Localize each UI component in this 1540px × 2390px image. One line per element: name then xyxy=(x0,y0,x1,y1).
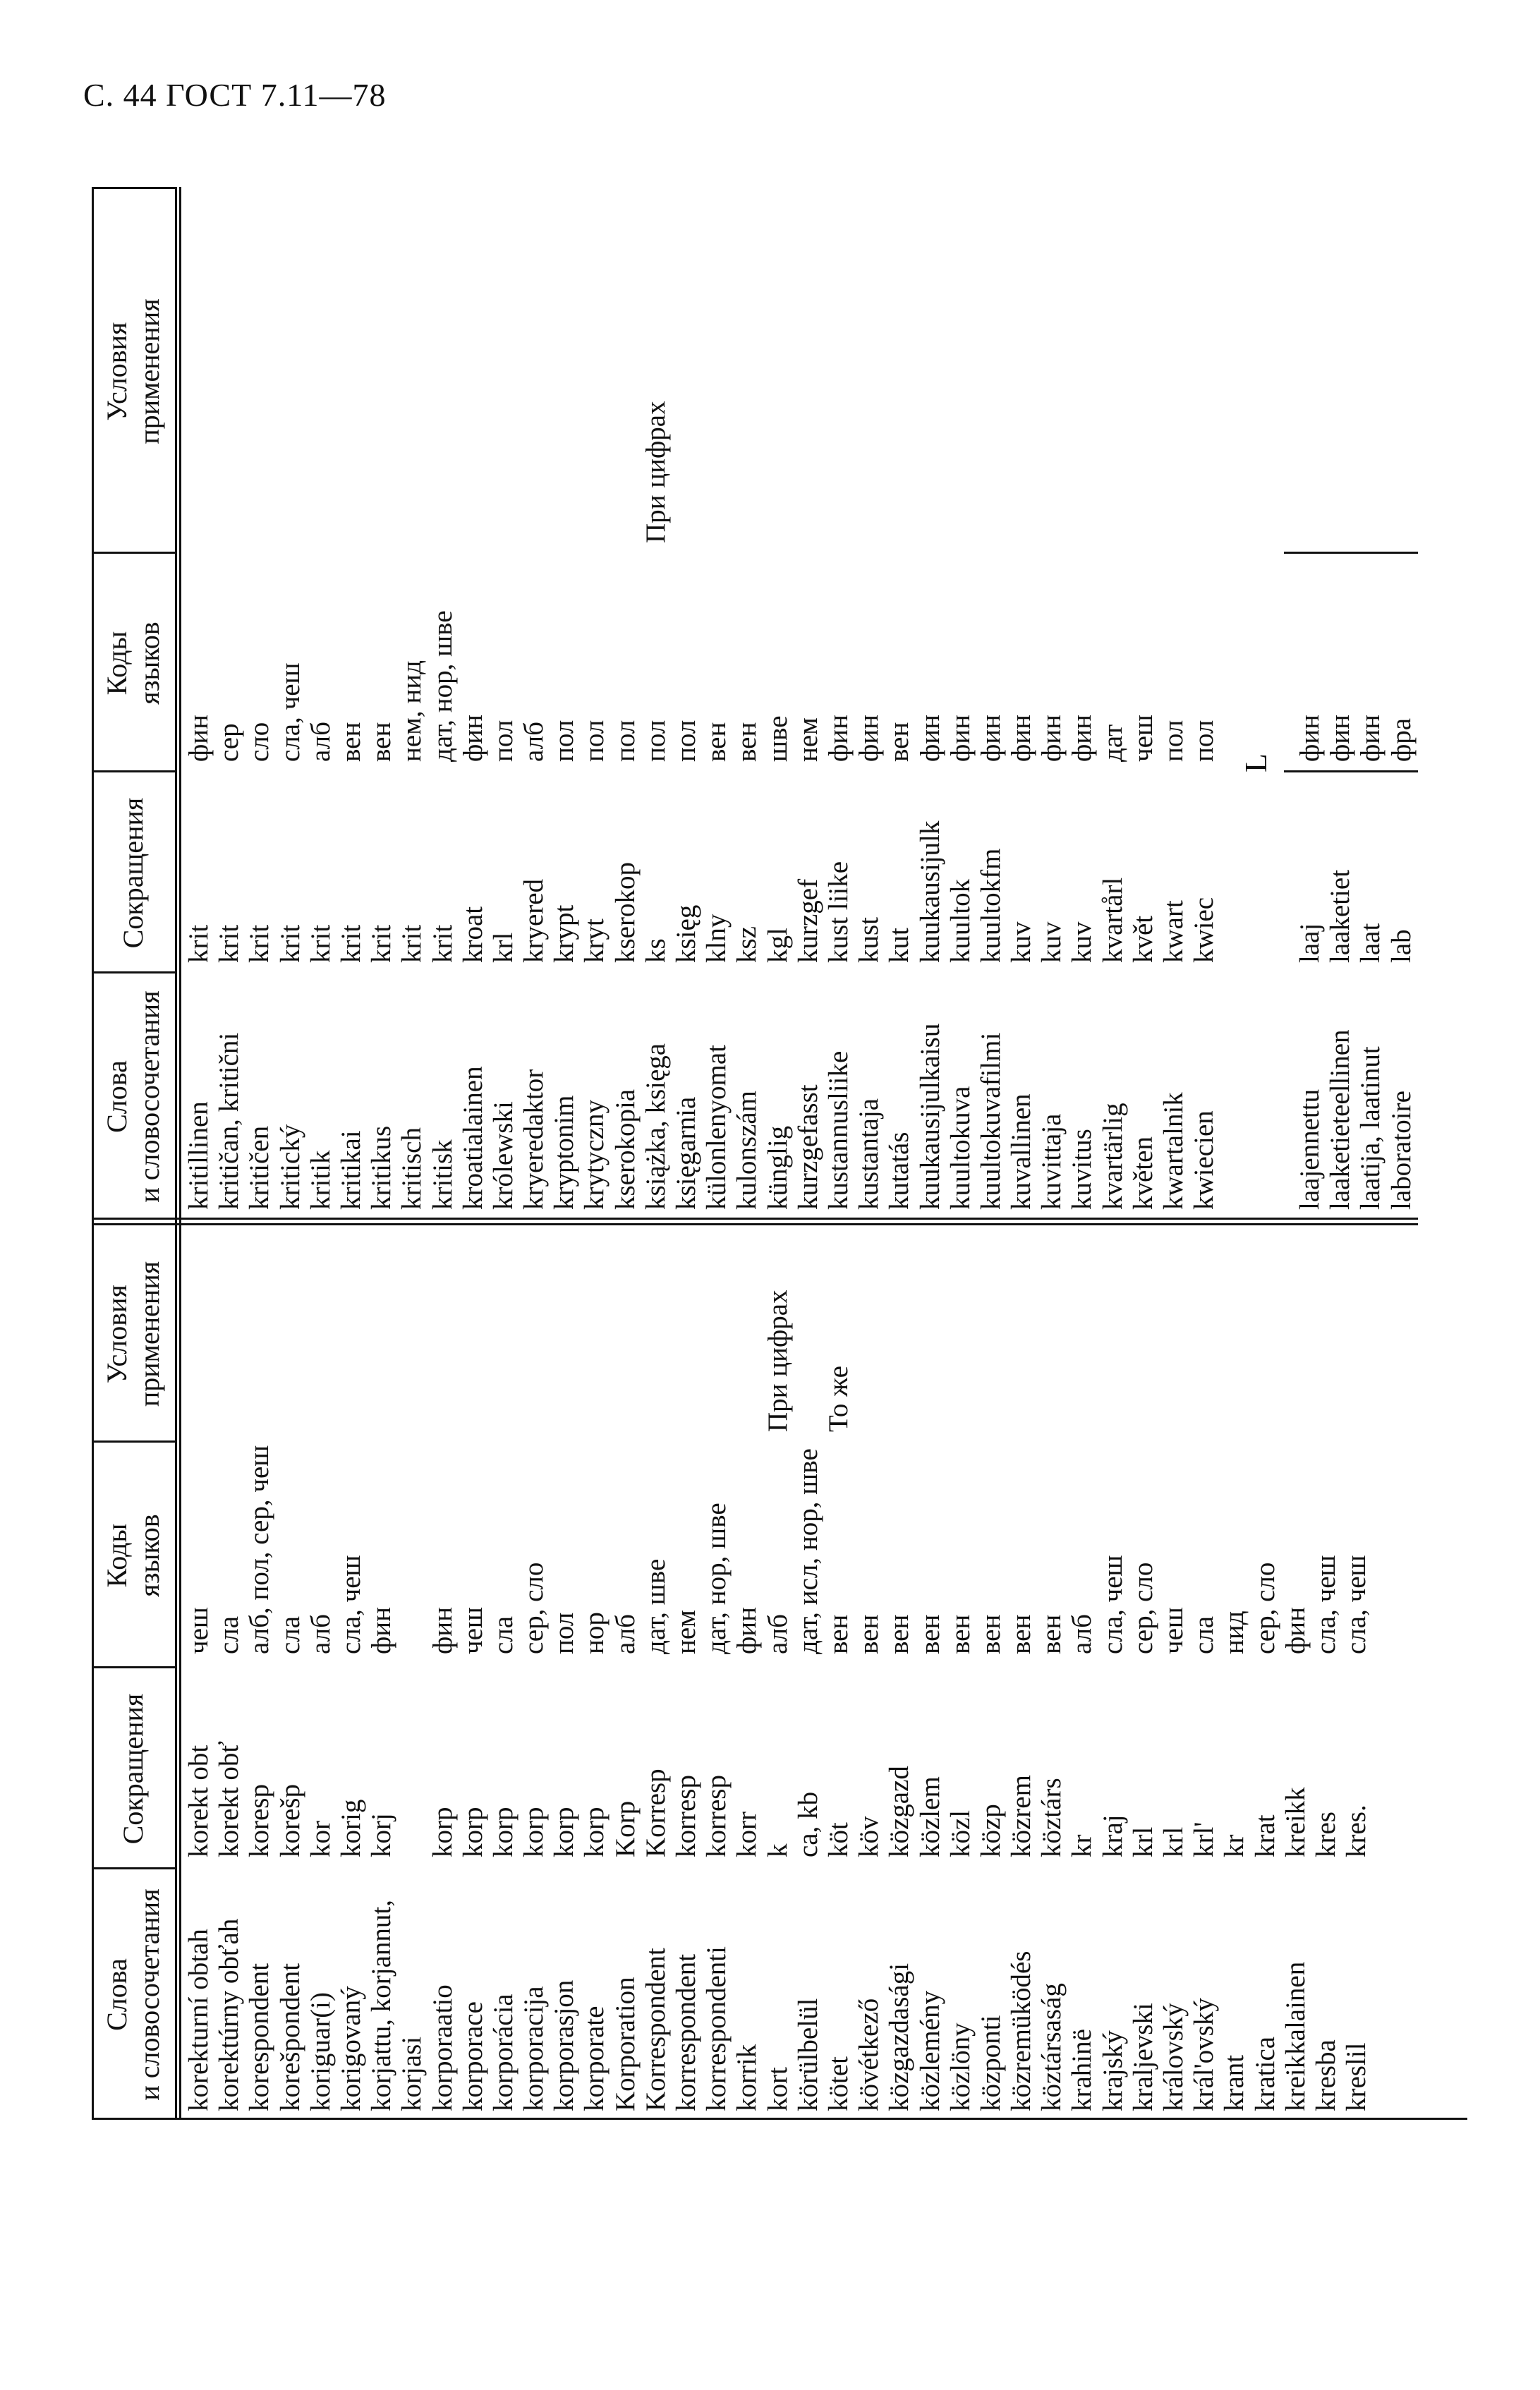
table-cell: фин xyxy=(854,714,885,762)
table-cell: közgazd xyxy=(884,1766,915,1857)
table-cell: köv xyxy=(854,1816,885,1857)
table-cell: нем xyxy=(792,717,823,762)
table-cell: kroatialainen xyxy=(457,1066,488,1210)
table-cell: kryeredaktor xyxy=(519,1069,550,1210)
table-cell: kritikai xyxy=(335,1130,366,1210)
table-cell: kuultokuvafilmi xyxy=(975,1032,1006,1210)
table-cell xyxy=(336,1290,366,1432)
table-cell: kurzgefasst xyxy=(792,1084,823,1210)
table-cell xyxy=(396,401,427,543)
table-cell xyxy=(275,401,305,543)
table-cell: вен xyxy=(823,1614,854,1654)
table-cell: фин xyxy=(1280,1606,1311,1654)
table-cell: közlemény xyxy=(914,1990,945,2111)
table-cell: kwart xyxy=(1158,900,1189,963)
table-cell: közp xyxy=(975,1804,1006,1857)
header-words-left: Слова и словосочетания xyxy=(101,1888,165,2101)
table-cell: körülbelül xyxy=(792,1998,823,2111)
table-cell xyxy=(396,1290,427,1432)
table-cell xyxy=(579,1290,610,1432)
table-cell: korporace xyxy=(457,2001,488,2111)
table-cell: kreikkalainen xyxy=(1280,1961,1311,2111)
table-cell: közl xyxy=(945,1809,976,1857)
table-cell xyxy=(549,1290,579,1432)
table-cell: krit xyxy=(274,924,305,963)
table-cell xyxy=(428,401,458,543)
table-cell: фин xyxy=(1036,714,1067,762)
table-cell: дат, нор, шве xyxy=(701,1503,732,1654)
table-cell: kritisk xyxy=(427,1139,458,1210)
right-codes-column xyxy=(183,610,1219,762)
table-cell: korr xyxy=(732,1812,763,1857)
table-cell xyxy=(244,1290,274,1432)
table-cell: вен xyxy=(975,1614,1006,1654)
header-abbr-right: Сокращения xyxy=(117,797,149,949)
table-cell: korekturní obtah xyxy=(183,1929,214,2111)
table-cell: kuvittaja xyxy=(1036,1113,1067,1210)
l-codes-column xyxy=(1295,715,1417,762)
table-cell: фра xyxy=(1386,717,1417,762)
table-cell xyxy=(610,401,641,543)
table-cell: вен xyxy=(914,1614,945,1654)
table-cell: korešpondent xyxy=(274,1963,305,2111)
table-cell: kust xyxy=(854,916,885,963)
table-cell: krl' xyxy=(1189,1821,1220,1857)
table-cell xyxy=(305,1290,336,1432)
table-cell: kurzgef xyxy=(792,878,823,963)
table-cell: krit xyxy=(396,924,428,963)
table-cell: kritičan, kritični xyxy=(214,1032,245,1210)
table-cell: чеш xyxy=(183,1607,214,1654)
table-cell: алб xyxy=(305,1614,336,1654)
table-cell: нем, нид xyxy=(396,660,428,762)
table-cell xyxy=(519,1290,549,1432)
table-cell: kwartalnik xyxy=(1158,1092,1189,1210)
table-cell: koriguar(i) xyxy=(305,1992,336,2111)
table-cell: нем xyxy=(671,1610,701,1654)
table-cell: вен xyxy=(1006,1614,1037,1654)
table-cell: laaj xyxy=(1295,923,1325,963)
table-cell: korjattu, korjannut, xyxy=(366,1899,397,2111)
table-cell: krant xyxy=(1219,2054,1250,2111)
table-cell: kreslil xyxy=(1341,2042,1372,2111)
table-cell: kor xyxy=(305,1821,336,1857)
table-cell: сла, чеш xyxy=(274,662,305,762)
center-double-rule-a xyxy=(92,1223,1418,1225)
table-cell: kserokopia xyxy=(610,1088,641,1210)
table-cell: krytyczny xyxy=(579,1100,610,1210)
table-cell: вен xyxy=(884,1614,915,1654)
table-cell: фин xyxy=(1295,714,1325,762)
center-double-rule-b xyxy=(92,1218,1418,1220)
table-cell: kuv xyxy=(1067,921,1098,963)
table-cell: фин xyxy=(975,714,1006,762)
table-cell: пол xyxy=(640,720,671,762)
table-cell: książka, księga xyxy=(640,1043,671,1210)
table-cell: korresp xyxy=(671,1775,701,1857)
table-cell: laaketieteellinen xyxy=(1325,1029,1356,1210)
table-cell: kserokop xyxy=(610,862,641,963)
table-cell: kuultokfm xyxy=(975,848,1006,963)
table-cell: чеш xyxy=(1127,715,1158,762)
table-cell: közrem xyxy=(1006,1775,1037,1857)
table-cell: пол xyxy=(487,720,519,762)
table-cell: krl xyxy=(487,932,519,963)
table-cell: сер, сло xyxy=(1127,1562,1158,1654)
table-cell: вен xyxy=(366,722,397,762)
table-cell: пол xyxy=(1158,720,1189,762)
table-cell: пол xyxy=(549,1612,580,1654)
table-cell: пол xyxy=(549,720,580,762)
table-cell: korekt obt xyxy=(183,1745,214,1857)
table-cell: сла, чеш xyxy=(1097,1555,1128,1654)
table-cell: kresba xyxy=(1310,2039,1341,2111)
table-cell: księg xyxy=(671,904,701,963)
table-cell: чеш xyxy=(1158,1607,1189,1654)
table-cell xyxy=(336,401,366,543)
table-cell: közlem xyxy=(914,1776,945,1857)
table-cell: korrik xyxy=(732,2044,763,2111)
table-cell: korrespondent xyxy=(671,1953,701,2111)
table-cell: kvartårl xyxy=(1097,877,1128,963)
table-cell: фин xyxy=(183,714,214,762)
table-cell: kuultokuva xyxy=(945,1086,976,1210)
table-cell: нид xyxy=(1219,1610,1250,1654)
table-cell: krit xyxy=(214,924,245,963)
table-cell: kötet xyxy=(823,2056,854,2111)
table-cell: дат xyxy=(1097,724,1128,762)
table-cell xyxy=(214,401,244,543)
table-cell: дат, исл, нор, шве xyxy=(792,1448,823,1654)
left-words-column xyxy=(183,1900,1371,2111)
table-cell: фин xyxy=(1325,714,1356,762)
table-cell: kr xyxy=(1067,1834,1098,1857)
table-cell: koresp xyxy=(244,1784,275,1857)
table-cell: korp xyxy=(457,1807,488,1857)
table-cell: laat xyxy=(1355,923,1386,963)
table-cell: korp xyxy=(427,1807,458,1857)
table-cell: сло xyxy=(244,722,275,762)
table-cell: kraljevski xyxy=(1127,2003,1158,2111)
table-cell: фин xyxy=(914,714,945,762)
table-cell: вен xyxy=(945,1614,976,1654)
table-cell: фин xyxy=(457,714,488,762)
table-cell: вен xyxy=(884,722,915,762)
table-cell: kuvallinen xyxy=(1006,1093,1037,1210)
table-cell: kuv xyxy=(1036,921,1067,963)
table-cell: пол xyxy=(610,720,641,762)
table-cell xyxy=(428,1290,458,1432)
table-cell: korporacija xyxy=(519,1986,550,2111)
table-cell: вен xyxy=(854,1614,885,1654)
table-cell: вен xyxy=(701,722,732,762)
table-cell: korp xyxy=(487,1807,519,1857)
table-cell: köztársaság xyxy=(1036,1983,1067,2111)
table-cell: сла xyxy=(214,1615,245,1654)
table-cell: вен xyxy=(1036,1614,1067,1654)
table-cell xyxy=(396,1445,427,1654)
l-words-column xyxy=(1295,1029,1417,1210)
table-cell xyxy=(701,1290,732,1432)
table-cell: közlöny xyxy=(945,2022,976,2111)
table-cell: kryptonim xyxy=(549,1095,580,1210)
table-cell: korp xyxy=(549,1807,580,1857)
table-cell: kritikus xyxy=(366,1125,397,1210)
table-cell: laaketiet xyxy=(1325,869,1356,963)
header-rule xyxy=(175,187,177,2120)
right-abbr-column xyxy=(183,821,1219,964)
table-cell: Korporation xyxy=(610,1977,641,2111)
table-cell xyxy=(488,401,519,543)
table-cell: klny xyxy=(701,914,732,963)
table-cell: Korresp xyxy=(640,1769,671,1857)
table-cell: kritisch xyxy=(396,1127,428,1210)
table-cell: král'ovský xyxy=(1189,1998,1220,2111)
table-cell: közgazdasági xyxy=(884,1963,915,2111)
table-cell: фин xyxy=(945,714,976,762)
page-header: С. 44 ГОСТ 7.11—78 xyxy=(83,77,387,113)
table-cell: laajennettu xyxy=(1295,1088,1325,1210)
table-cell: krit xyxy=(305,924,336,963)
table-cell: kut xyxy=(884,928,915,963)
table-cell: сер, сло xyxy=(519,1562,550,1654)
table-cell: kryered xyxy=(519,878,550,963)
table-cell: фин xyxy=(427,1606,458,1654)
header-codes-right: Коды языков xyxy=(101,621,165,705)
table-cell: сла, чеш xyxy=(1310,1555,1341,1654)
table-cell: laboratoire xyxy=(1386,1091,1417,1210)
table-cell xyxy=(396,1741,427,1857)
table-cell: krl xyxy=(1127,1826,1158,1857)
table-cell: kort xyxy=(762,2067,793,2111)
l-abbr-column xyxy=(1295,870,1417,963)
table-cell xyxy=(579,401,610,543)
table-cell: krit xyxy=(335,924,366,963)
right-cond-column xyxy=(183,401,671,543)
table-cell: фин xyxy=(732,1606,763,1654)
table-cell: kuv xyxy=(1006,921,1037,963)
table-cell xyxy=(366,1290,396,1432)
table-cell: kuukausijulkaisu xyxy=(914,1023,945,1210)
table-cell xyxy=(488,1290,519,1432)
table-cell: královský xyxy=(1158,2003,1189,2111)
table-cell: сер xyxy=(214,723,245,762)
table-cell: krypt xyxy=(549,904,580,963)
table-cell: чеш xyxy=(457,1607,488,1654)
table-cell: korporaatio xyxy=(427,1984,458,2111)
table-cell: kuultok xyxy=(945,878,976,963)
table-cell: kustannusliike xyxy=(823,1050,854,1210)
l-section-rule-2 xyxy=(1284,552,1418,554)
table-cell: kr xyxy=(1219,1834,1250,1857)
table-cell: kraj xyxy=(1097,1814,1128,1857)
table-cell: алб xyxy=(610,1614,641,1654)
table-cell: korporasjon xyxy=(549,1979,580,2111)
table-cell: korešp xyxy=(274,1784,305,1857)
table-cell: дат, шве xyxy=(640,1558,671,1654)
table-cell: ca, kb xyxy=(792,1791,823,1857)
table-cell: květen xyxy=(1127,1136,1158,1210)
table-cell: korektúrny obťah xyxy=(214,1918,245,2111)
table-cell: вен xyxy=(732,722,763,762)
table-cell: krit xyxy=(366,924,397,963)
table-cell: kritik xyxy=(305,1150,336,1210)
table-cell: kuvitus xyxy=(1067,1129,1098,1210)
header-cond-left: Условия применения xyxy=(101,1261,165,1407)
table-cell: krajský xyxy=(1097,2030,1128,2111)
table-cell: пол xyxy=(671,720,701,762)
header-cond-right: Условия применения xyxy=(101,298,165,444)
table-cell: künglig xyxy=(762,1125,793,1210)
table-cell xyxy=(214,1290,244,1432)
table-cell: krat xyxy=(1249,1814,1280,1857)
table-cell: kustantaja xyxy=(854,1098,885,1210)
table-cell xyxy=(641,1290,671,1432)
left-codes-column xyxy=(183,1445,1371,1654)
table-cell: kreikk xyxy=(1280,1787,1311,1857)
table-cell: központi xyxy=(975,2015,1006,2111)
left-cond-column xyxy=(183,1290,854,1432)
table-cell xyxy=(549,401,579,543)
header-abbr-left: Сокращения xyxy=(117,1693,149,1845)
table-cell xyxy=(275,1290,305,1432)
table-cell xyxy=(458,401,488,543)
table-cell: шве xyxy=(762,715,793,762)
table-cell: сла xyxy=(487,1615,519,1654)
table-cell: krit xyxy=(427,924,458,963)
table-cell: сла, чеш xyxy=(1341,1555,1372,1654)
table-cell: krl xyxy=(1158,1826,1189,1857)
table-cell: krit xyxy=(244,924,275,963)
table-cell: kritický xyxy=(274,1124,305,1210)
table-cell: korporate xyxy=(579,2006,610,2111)
table-cell: Korp xyxy=(610,1800,641,1857)
table-cell: korespondent xyxy=(244,1963,275,2111)
header-words-right: Слова и словосочетания xyxy=(101,990,165,1203)
table-cell: kryt xyxy=(579,918,610,963)
table-cell: kres xyxy=(1310,1812,1341,1857)
table-cell: сла xyxy=(274,1615,305,1654)
table-cell: kritillinen xyxy=(183,1101,214,1210)
table-cell xyxy=(732,1290,762,1432)
table-cell: k xyxy=(762,1843,793,1857)
table-cell: kuukausijulk xyxy=(914,820,945,963)
table-cell: ksz xyxy=(732,926,763,963)
table-cell: królewski xyxy=(487,1101,519,1210)
right-words-column xyxy=(183,1024,1219,1210)
table-cell: фин xyxy=(1355,714,1386,762)
table-cell: külonlenyomat xyxy=(701,1045,732,1210)
table-cell: korporácia xyxy=(487,1994,519,2111)
table-cell: kritičen xyxy=(244,1125,275,1210)
table-cell: korresp xyxy=(701,1775,732,1857)
table-cell: пол xyxy=(579,720,610,762)
table-cell: květ xyxy=(1127,915,1158,963)
table-cell: вен xyxy=(335,722,366,762)
table-cell: korig xyxy=(335,1799,366,1857)
table-cell: То же xyxy=(823,1366,854,1432)
table-cell: kutatás xyxy=(884,1132,915,1210)
table-cell: сер, сло xyxy=(1249,1562,1280,1654)
table-cell: korigovaný xyxy=(335,1986,366,2111)
table-cell xyxy=(244,401,274,543)
table-cell: korp xyxy=(519,1807,550,1857)
table-cell: фин xyxy=(1006,714,1037,762)
table-cell: kres. xyxy=(1341,1804,1372,1857)
table-cell: фин xyxy=(1067,714,1098,762)
table-cell: krahinë xyxy=(1067,2029,1098,2111)
table-cell: kövétkező xyxy=(854,1998,885,2111)
header-rule-double xyxy=(179,187,181,2120)
table-cell: При цифрах xyxy=(762,1290,793,1432)
header-codes-left: Коды языков xyxy=(101,1514,165,1597)
table-cell: нор xyxy=(579,1612,610,1654)
table-cell: köt xyxy=(823,1822,854,1857)
dictionary-table xyxy=(92,187,1467,2120)
table-cell: köztárs xyxy=(1036,1778,1067,1857)
table-cell xyxy=(366,401,396,543)
l-section-rule-1 xyxy=(1284,770,1418,772)
table-cell xyxy=(671,1290,701,1432)
section-letter: L xyxy=(1239,753,1273,772)
table-cell: При цифрах xyxy=(640,401,671,543)
table-cell: алб xyxy=(305,722,336,762)
table-cell: kvartärlig xyxy=(1097,1103,1128,1210)
table-cell: korekt obť xyxy=(214,1740,245,1857)
table-cell: közremüködés xyxy=(1006,1951,1037,2111)
table-cell: дат, нор, шве xyxy=(427,610,458,762)
table-cell: kust liike xyxy=(823,861,854,963)
table-cell: kwiec xyxy=(1189,897,1220,963)
table-left-border xyxy=(92,2118,1467,2120)
table-cell: korjasi xyxy=(396,2036,428,2111)
table-cell: алб, пол, сер, чеш xyxy=(244,1445,275,1654)
table-cell: kwiecien xyxy=(1189,1110,1220,1210)
table-cell: фин xyxy=(823,714,854,762)
table-cell: kratica xyxy=(1249,2036,1280,2111)
table-cell: фин xyxy=(366,1606,397,1654)
table-cell xyxy=(305,401,336,543)
rotated-table-area xyxy=(92,187,1467,2120)
table-cell: korj xyxy=(366,1813,397,1857)
table-cell: сла xyxy=(1189,1615,1220,1654)
table-cell: laatija, laatinut xyxy=(1355,1046,1386,1210)
table-cell: алб xyxy=(762,1614,793,1654)
table-cell: алб xyxy=(1067,1614,1098,1654)
table-cell xyxy=(610,1290,641,1432)
table-cell: сла, чеш xyxy=(335,1555,366,1654)
table-cell: kgl xyxy=(762,928,793,963)
table-cell: Korrespondent xyxy=(640,1948,671,2111)
table-cell xyxy=(183,1290,214,1432)
table-cell: kulonszám xyxy=(732,1091,763,1210)
table-cell: księgarnia xyxy=(671,1096,701,1210)
table-cell: алб xyxy=(519,722,550,762)
table-cell: пол xyxy=(1189,720,1220,762)
table-cell: korrespondenti xyxy=(701,1946,732,2111)
table-cell xyxy=(458,1290,488,1432)
table-cell: ks xyxy=(640,938,671,963)
table-cell: lab xyxy=(1386,929,1417,963)
table-cell xyxy=(183,401,214,543)
left-abbr-column xyxy=(183,1741,1371,1857)
table-cell: krit xyxy=(183,924,214,963)
table-cell: korp xyxy=(579,1807,610,1857)
table-cell xyxy=(793,1290,823,1432)
table-cell xyxy=(519,401,549,543)
table-cell: kroat xyxy=(457,906,488,963)
